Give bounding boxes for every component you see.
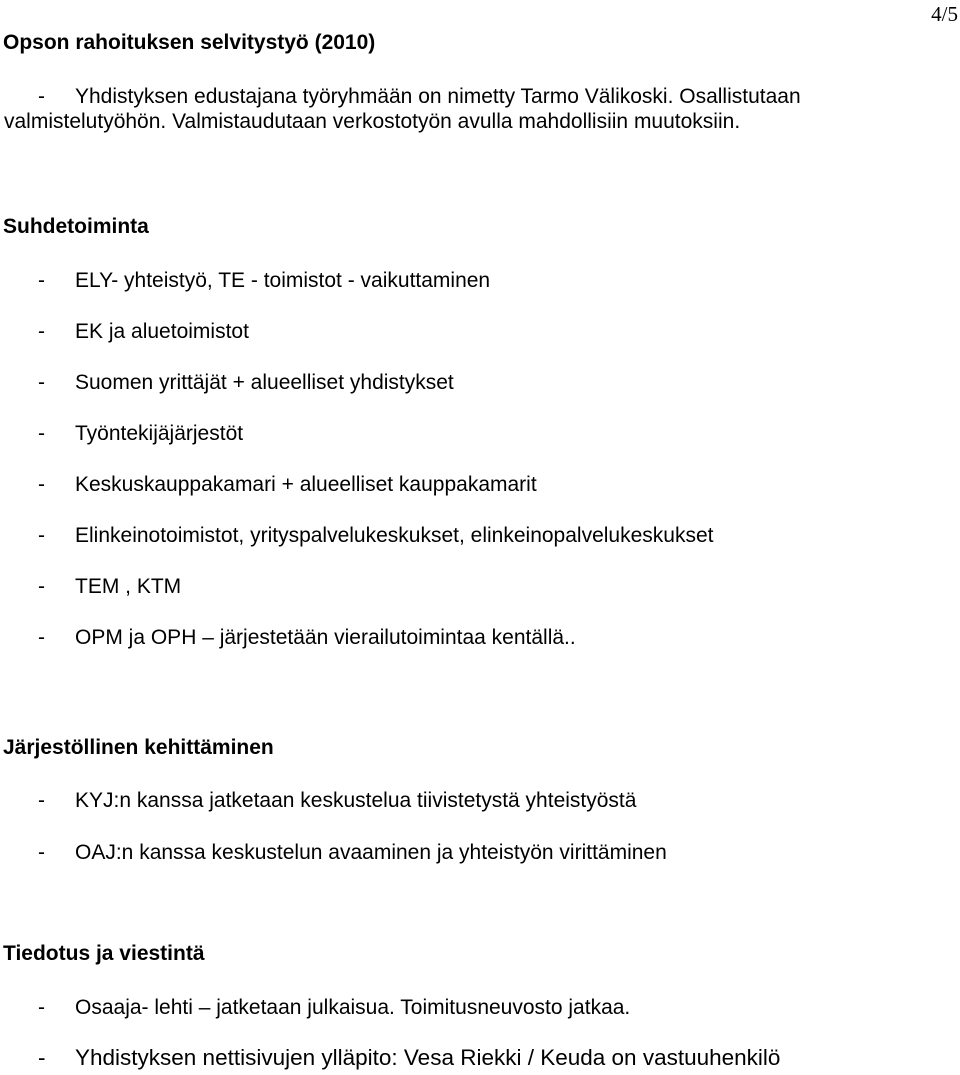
list-item-text-line1: Yhdistyksen edustajana työryhmään on nimetty Tarmo Välikoski. Osallistutaan — [75, 85, 801, 108]
bullet-dash: - — [38, 626, 45, 649]
list-item-text: Keskuskauppakamari + alueelliset kauppakamarit — [75, 473, 537, 496]
bullet-dash: - — [38, 269, 45, 292]
list-item — [0, 840, 667, 865]
section-title-opson: Opson rahoituksen selvitystyö (2010) — [3, 31, 376, 54]
section-title-jarjestollinen: Järjestöllinen kehittäminen — [3, 736, 274, 759]
bullet-dash: - — [38, 575, 45, 598]
bullet-dash: - — [38, 320, 45, 343]
list-item — [0, 84, 801, 134]
list-item-text: Yhdistyksen nettisivujen ylläpito: Vesa Riekki / Keuda on vastuuhenkilö — [75, 1045, 781, 1070]
list-item-text: Työntekijäjärjestöt — [75, 422, 244, 445]
bullet-dash: - — [38, 841, 45, 864]
list-item — [0, 1045, 780, 1070]
list-item-text: EK ja aluetoimistot — [75, 320, 249, 343]
list-item — [0, 523, 713, 548]
list-item — [0, 268, 713, 293]
section-list-suhdetoiminta — [0, 268, 713, 650]
bullet-dash: - — [38, 996, 45, 1019]
list-item-text-line2: valmistelutyöhön. Valmistaudutaan verkostotyön avulla mahdollisiin muutoksiin. — [4, 110, 741, 133]
list-item-text: KYJ:n kanssa jatketaan keskustelua tiivistetystä yhteistyöstä — [75, 789, 637, 812]
list-item — [0, 625, 713, 650]
list-item — [0, 472, 713, 497]
section-list-tiedotus — [0, 995, 780, 1070]
list-item-text: OPM ja OPH – järjestetään vierailutoimintaa kentällä.. — [75, 626, 576, 649]
list-item-text: ELY- yhteistyö, TE - toimistot - vaikuttaminen — [75, 269, 491, 292]
list-item-text: OAJ:n kanssa keskustelun avaaminen ja yhteistyön virittäminen — [75, 841, 667, 864]
list-item — [0, 574, 713, 599]
section-list-jarjestollinen — [0, 788, 667, 865]
list-item-text: Elinkeinotoimistot, yrityspalvelukeskukset, elinkeinopalvelukeskukset — [75, 524, 714, 547]
list-item — [0, 995, 780, 1020]
list-item — [0, 788, 667, 813]
bullet-dash: - — [38, 371, 45, 394]
bullet-dash: - — [38, 789, 45, 812]
bullet-dash: - — [38, 85, 45, 108]
list-item-text: Suomen yrittäjät + alueelliset yhdistykset — [75, 371, 454, 394]
bullet-dash: - — [38, 422, 45, 445]
list-item — [0, 319, 713, 344]
list-item — [0, 370, 713, 395]
list-item-text: TEM , KTM — [75, 575, 182, 598]
bullet-dash: - — [38, 473, 45, 496]
section-title-suhdetoiminta: Suhdetoiminta — [3, 215, 149, 238]
bullet-dash: - — [38, 524, 45, 547]
list-item-text: Osaaja- lehti – jatketaan julkaisua. Toimitusneuvosto jatkaa. — [75, 996, 631, 1019]
bullet-dash: - — [38, 1045, 46, 1070]
section-list-opson — [0, 84, 801, 134]
list-item — [0, 421, 713, 446]
section-title-tiedotus: Tiedotus ja viestintä — [3, 942, 205, 965]
page-number: 4/5 — [931, 2, 958, 26]
